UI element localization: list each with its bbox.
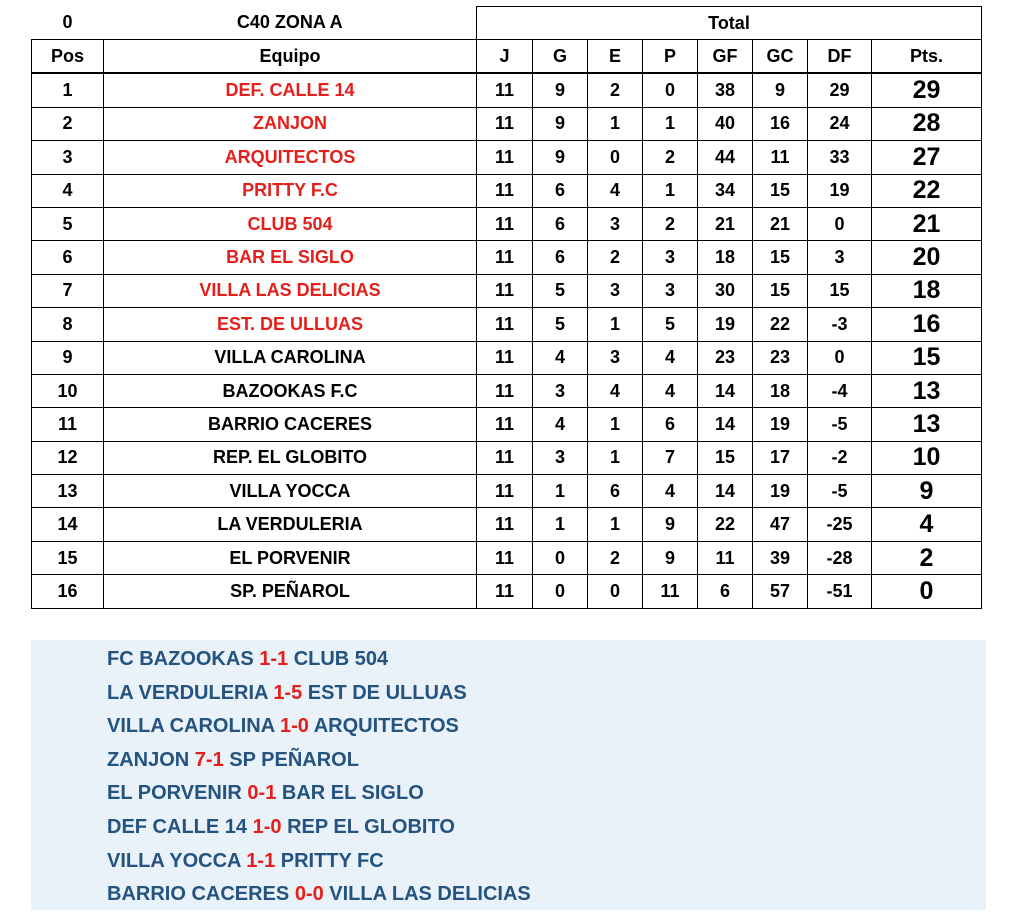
cell-j: 11 <box>477 374 533 407</box>
cell-team: EL PORVENIR <box>104 541 477 574</box>
cell-pts: 15 <box>872 341 982 374</box>
cell-team: SP. PEÑAROL <box>104 575 477 608</box>
column-header-row <box>32 40 982 74</box>
cell-team: VILLA CAROLINA <box>104 341 477 374</box>
cell-team: PRITTY F.C <box>104 174 477 207</box>
cell-gc: 21 <box>753 207 808 240</box>
cell-pts: 22 <box>872 174 982 207</box>
cell-pos: 6 <box>32 241 104 274</box>
cell-df: -51 <box>808 575 872 608</box>
cell-g: 5 <box>533 274 588 307</box>
cell-j: 11 <box>477 241 533 274</box>
cell-team: BAZOOKAS F.C <box>104 374 477 407</box>
table-row <box>32 207 982 240</box>
cell-gf: 22 <box>698 508 753 541</box>
cell-j: 11 <box>477 575 533 608</box>
cell-j: 11 <box>477 541 533 574</box>
cell-j: 11 <box>477 107 533 140</box>
table-row <box>32 174 982 207</box>
cell-gc: 17 <box>753 441 808 474</box>
cell-gc: 11 <box>753 141 808 174</box>
cell-j: 11 <box>477 475 533 508</box>
corner-value: 0 <box>62 12 73 33</box>
cell-pos: 10 <box>32 374 104 407</box>
cell-p: 4 <box>643 341 698 374</box>
cell-p: 6 <box>643 408 698 441</box>
cell-e: 2 <box>588 241 643 274</box>
cell-gc: 23 <box>753 341 808 374</box>
cell-gf: 40 <box>698 107 753 140</box>
results-panel <box>31 640 986 910</box>
table-row <box>32 541 982 574</box>
zone-title: C40 ZONA A <box>236 12 343 33</box>
cell-p: 5 <box>643 308 698 341</box>
table-row <box>32 374 982 407</box>
cell-pos: 11 <box>32 408 104 441</box>
cell-j: 11 <box>477 141 533 174</box>
cell-g: 9 <box>533 73 588 107</box>
cell-e: 3 <box>588 274 643 307</box>
result-home-team: FC BAZOOKAS <box>107 648 254 670</box>
cell-gf: 44 <box>698 141 753 174</box>
cell-df: 0 <box>808 207 872 240</box>
table-row <box>32 441 982 474</box>
col-header-pts: Pts. <box>872 40 982 74</box>
col-header-df: DF <box>808 40 872 74</box>
table-title-row <box>32 7 982 40</box>
result-home-team: ZANJON <box>107 748 190 771</box>
cell-g: 3 <box>533 441 588 474</box>
cell-gc: 9 <box>753 73 808 107</box>
result-home-team: EL PORVENIR <box>107 782 242 805</box>
col-header-p: P <box>643 40 698 74</box>
result-home-team: VILLA YOCCA <box>107 849 241 872</box>
cell-df: -5 <box>808 408 872 441</box>
cell-e: 1 <box>588 441 643 474</box>
cell-team: LA VERDULERIA <box>104 508 477 541</box>
cell-pos: 8 <box>32 308 104 341</box>
cell-team: REP. EL GLOBITO <box>104 441 477 474</box>
table-row <box>32 241 982 274</box>
cell-e: 2 <box>588 541 643 574</box>
cell-gc: 19 <box>753 408 808 441</box>
col-header-j: J <box>477 40 533 74</box>
cell-gc: 19 <box>753 475 808 508</box>
cell-gf: 15 <box>698 441 753 474</box>
col-header-team: Equipo <box>104 40 477 74</box>
cell-pos: 12 <box>32 441 104 474</box>
cell-pts: 13 <box>872 408 982 441</box>
cell-e: 1 <box>588 308 643 341</box>
cell-df: 24 <box>808 107 872 140</box>
result-score: 1-1 <box>246 849 276 872</box>
cell-g: 6 <box>533 174 588 207</box>
cell-df: -2 <box>808 441 872 474</box>
result-away-team: EST DE ULLUAS <box>307 681 467 704</box>
cell-gf: 19 <box>698 308 753 341</box>
cell-j: 11 <box>477 274 533 307</box>
cell-gf: 38 <box>698 73 753 107</box>
cell-df: -5 <box>808 475 872 508</box>
cell-e: 2 <box>588 73 643 107</box>
cell-g: 0 <box>533 541 588 574</box>
col-header-gf: GF <box>698 40 753 74</box>
cell-pos: 4 <box>32 174 104 207</box>
cell-e: 6 <box>588 475 643 508</box>
table-row <box>32 274 982 307</box>
cell-g: 1 <box>533 475 588 508</box>
cell-gc: 57 <box>753 575 808 608</box>
table-row <box>32 141 982 174</box>
cell-gc: 18 <box>753 374 808 407</box>
cell-p: 9 <box>643 508 698 541</box>
cell-df: 0 <box>808 341 872 374</box>
result-line <box>107 648 388 671</box>
cell-gc: 16 <box>753 107 808 140</box>
cell-gc: 15 <box>753 174 808 207</box>
col-header-pos: Pos <box>32 40 104 74</box>
cell-pts: 20 <box>872 241 982 274</box>
table-row <box>32 308 982 341</box>
table-row <box>32 341 982 374</box>
result-away-team: REP EL GLOBITO <box>287 816 455 838</box>
result-home-team: BARRIO CACERES <box>107 883 290 906</box>
cell-g: 4 <box>533 408 588 441</box>
cell-p: 4 <box>643 374 698 407</box>
cell-pts: 2 <box>872 541 982 574</box>
cell-g: 6 <box>533 241 588 274</box>
cell-e: 1 <box>588 408 643 441</box>
cell-pts: 10 <box>872 441 982 474</box>
result-away-team: BAR EL SIGLO <box>281 782 424 805</box>
cell-p: 1 <box>643 174 698 207</box>
cell-g: 5 <box>533 308 588 341</box>
cell-gc: 15 <box>753 274 808 307</box>
result-away-team: ARQUITECTOS <box>313 715 459 738</box>
result-line <box>107 883 531 906</box>
cell-gf: 30 <box>698 274 753 307</box>
cell-g: 4 <box>533 341 588 374</box>
cell-pos: 9 <box>32 341 104 374</box>
cell-gf: 23 <box>698 341 753 374</box>
result-away-team: VILLA LAS DELICIAS <box>329 883 531 906</box>
cell-e: 3 <box>588 341 643 374</box>
cell-pts: 28 <box>872 107 982 140</box>
cell-df: -4 <box>808 374 872 407</box>
cell-p: 11 <box>643 575 698 608</box>
cell-pos: 3 <box>32 141 104 174</box>
cell-e: 4 <box>588 374 643 407</box>
cell-e: 3 <box>588 207 643 240</box>
cell-team: EST. DE ULLUAS <box>104 308 477 341</box>
cell-g: 9 <box>533 141 588 174</box>
cell-gf: 11 <box>698 541 753 574</box>
cell-j: 11 <box>477 73 533 107</box>
standings-table <box>31 6 982 609</box>
cell-team: CLUB 504 <box>104 207 477 240</box>
cell-g: 6 <box>533 207 588 240</box>
cell-team: ARQUITECTOS <box>104 141 477 174</box>
result-score: 1-0 <box>252 816 282 838</box>
cell-e: 0 <box>588 141 643 174</box>
cell-df: -28 <box>808 541 872 574</box>
result-score: 0-1 <box>247 782 277 805</box>
table-row <box>32 73 982 107</box>
cell-pos: 13 <box>32 475 104 508</box>
cell-j: 11 <box>477 207 533 240</box>
result-line <box>107 682 467 705</box>
result-line <box>107 782 424 805</box>
result-line <box>107 816 455 839</box>
cell-pts: 16 <box>872 308 982 341</box>
cell-gc: 15 <box>753 241 808 274</box>
cell-pts: 29 <box>872 73 982 107</box>
cell-team: VILLA LAS DELICIAS <box>104 274 477 307</box>
cell-p: 1 <box>643 107 698 140</box>
cell-p: 0 <box>643 73 698 107</box>
col-header-gc: GC <box>753 40 808 74</box>
cell-j: 11 <box>477 508 533 541</box>
table-row <box>32 107 982 140</box>
table-row <box>32 508 982 541</box>
cell-team: BAR EL SIGLO <box>104 241 477 274</box>
cell-p: 3 <box>643 274 698 307</box>
cell-pts: 27 <box>872 141 982 174</box>
cell-gf: 14 <box>698 374 753 407</box>
cell-j: 11 <box>477 408 533 441</box>
cell-team: ZANJON <box>104 107 477 140</box>
cell-df: 15 <box>808 274 872 307</box>
cell-gf: 34 <box>698 174 753 207</box>
cell-pos: 14 <box>32 508 104 541</box>
cell-p: 3 <box>643 241 698 274</box>
cell-pts: 13 <box>872 374 982 407</box>
cell-df: -3 <box>808 308 872 341</box>
result-away-team: PRITTY FC <box>280 849 384 872</box>
cell-e: 1 <box>588 508 643 541</box>
cell-p: 2 <box>643 141 698 174</box>
total-header: Total <box>477 7 982 40</box>
cell-gc: 47 <box>753 508 808 541</box>
cell-gc: 22 <box>753 308 808 341</box>
cell-gc: 39 <box>753 541 808 574</box>
cell-g: 1 <box>533 508 588 541</box>
cell-j: 11 <box>477 174 533 207</box>
result-away-team: SP PEÑAROL <box>229 748 359 771</box>
table-row <box>32 475 982 508</box>
cell-pts: 4 <box>872 508 982 541</box>
cell-pos: 5 <box>32 207 104 240</box>
cell-j: 11 <box>477 441 533 474</box>
cell-j: 11 <box>477 308 533 341</box>
cell-pts: 18 <box>872 274 982 307</box>
result-score: 1-5 <box>273 681 303 704</box>
result-away-team: CLUB 504 <box>293 648 389 670</box>
cell-pos: 16 <box>32 575 104 608</box>
cell-e: 1 <box>588 107 643 140</box>
result-line <box>107 749 359 772</box>
cell-p: 2 <box>643 207 698 240</box>
cell-df: 19 <box>808 174 872 207</box>
table-row <box>32 575 982 608</box>
result-score: 0-0 <box>294 883 324 906</box>
cell-gf: 6 <box>698 575 753 608</box>
cell-j: 11 <box>477 341 533 374</box>
cell-p: 4 <box>643 475 698 508</box>
cell-g: 9 <box>533 107 588 140</box>
cell-g: 3 <box>533 374 588 407</box>
result-line <box>107 715 459 738</box>
result-line <box>107 850 384 873</box>
cell-pos: 7 <box>32 274 104 307</box>
result-score: 1-1 <box>259 648 289 670</box>
cell-p: 9 <box>643 541 698 574</box>
cell-team: DEF. CALLE 14 <box>104 73 477 107</box>
cell-pos: 15 <box>32 541 104 574</box>
cell-e: 0 <box>588 575 643 608</box>
cell-team: BARRIO CACERES <box>104 408 477 441</box>
result-score: 7-1 <box>194 748 224 771</box>
cell-pos: 1 <box>32 73 104 107</box>
cell-df: 29 <box>808 73 872 107</box>
result-home-team: VILLA CAROLINA <box>107 715 275 738</box>
cell-df: 3 <box>808 241 872 274</box>
cell-e: 4 <box>588 174 643 207</box>
result-home-team: LA VERDULERIA <box>107 681 268 704</box>
cell-gf: 18 <box>698 241 753 274</box>
cell-g: 0 <box>533 575 588 608</box>
cell-pts: 0 <box>872 575 982 608</box>
col-header-e: E <box>588 40 643 74</box>
cell-df: -25 <box>808 508 872 541</box>
cell-gf: 21 <box>698 207 753 240</box>
result-score: 1-0 <box>279 715 309 738</box>
cell-pts: 21 <box>872 207 982 240</box>
cell-df: 33 <box>808 141 872 174</box>
cell-team: VILLA YOCCA <box>104 475 477 508</box>
cell-pos: 2 <box>32 107 104 140</box>
cell-pts: 9 <box>872 475 982 508</box>
cell-p: 7 <box>643 441 698 474</box>
result-home-team: DEF CALLE 14 <box>107 816 248 838</box>
cell-gf: 14 <box>698 475 753 508</box>
cell-gf: 14 <box>698 408 753 441</box>
table-row <box>32 408 982 441</box>
col-header-g: G <box>533 40 588 74</box>
